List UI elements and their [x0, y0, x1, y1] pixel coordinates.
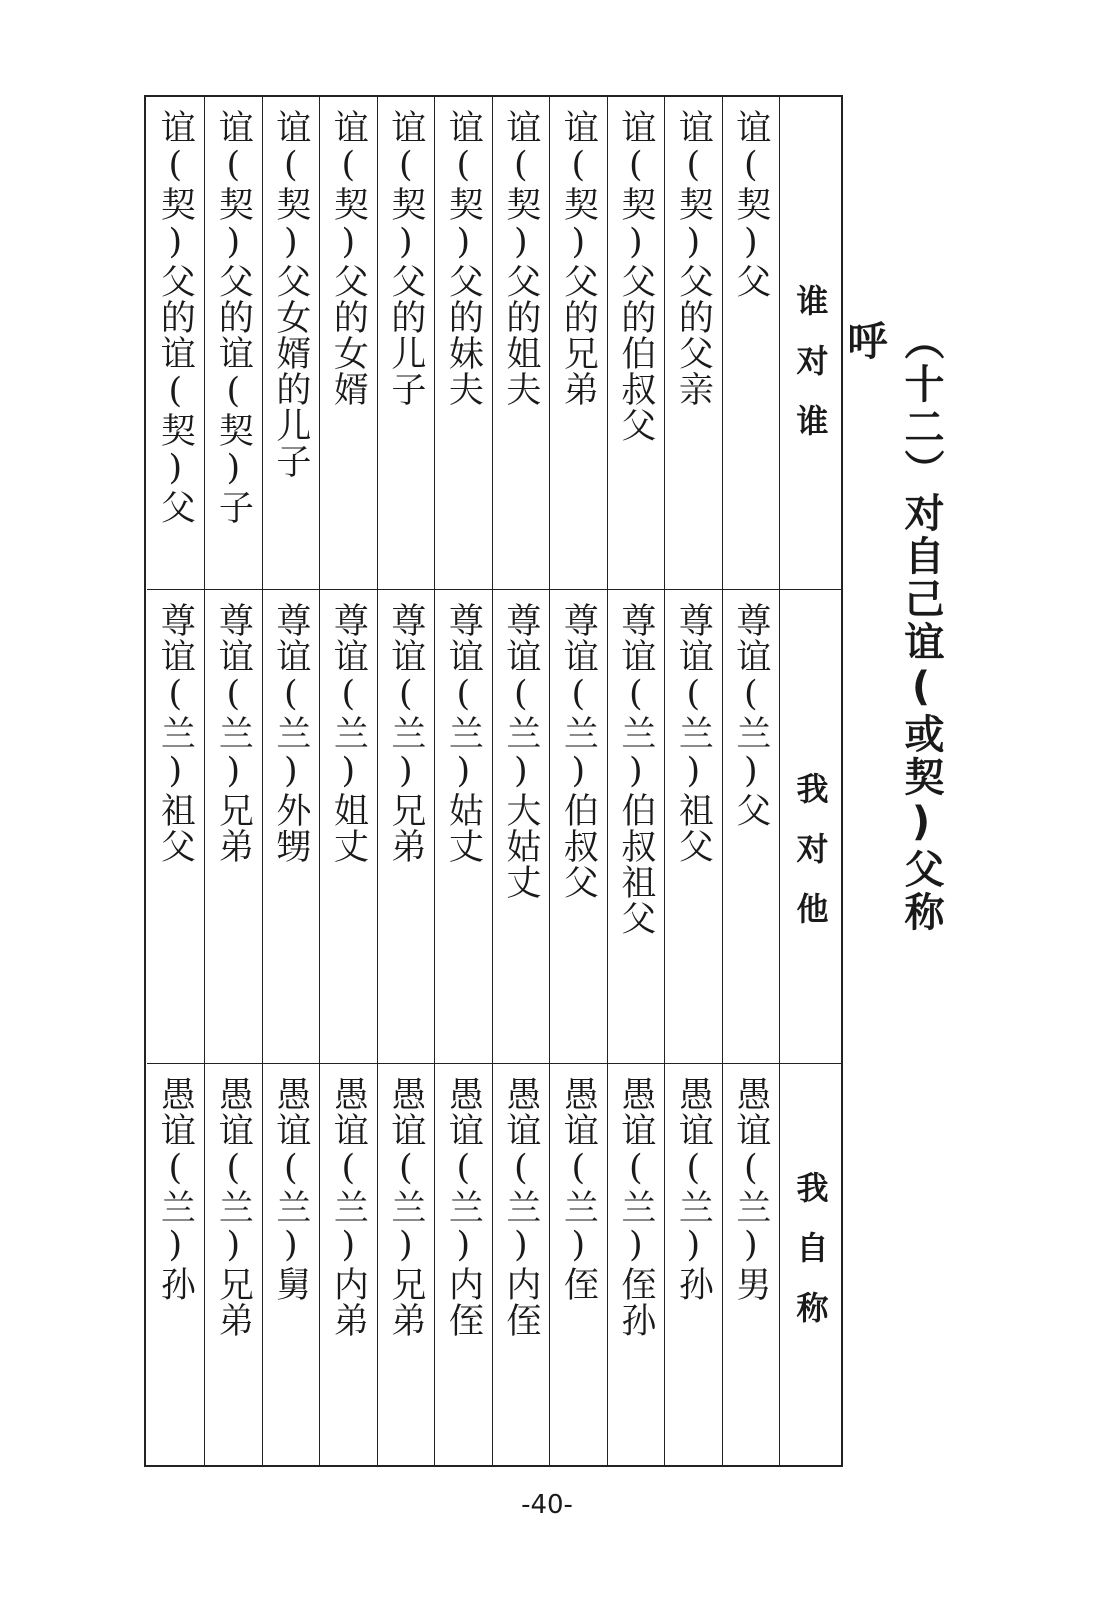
relation-cell: 谊(契)父	[730, 109, 771, 299]
self-title-cell: 愚谊(兰)孙	[155, 1076, 196, 1302]
address-cell: 尊谊(兰)大姑丈	[500, 602, 541, 900]
table-row	[147, 97, 205, 1465]
address-cell: 尊谊(兰)兄弟	[213, 602, 254, 864]
self-title-cell: 愚谊(兰)舅	[270, 1076, 311, 1302]
relation-cell: 谊(契)父的兄弟	[558, 109, 599, 407]
address-cell: 尊谊(兰)姐丈	[328, 602, 369, 864]
table-row	[549, 97, 607, 1465]
relation-cell: 谊(契)父女婿的儿子	[270, 109, 311, 479]
table-row	[607, 97, 665, 1465]
address-cell: 尊谊(兰)姑丈	[443, 602, 484, 864]
relation-cell: 谊(契)父的谊(契)子	[213, 109, 254, 525]
header-column	[779, 97, 841, 1465]
table-row	[664, 97, 722, 1465]
self-title-cell: 愚谊(兰)男	[730, 1076, 771, 1302]
table-row	[204, 97, 262, 1465]
table-row	[722, 97, 780, 1465]
header-me-to-him: 我对他	[791, 772, 830, 952]
relation-cell: 谊(契)父的姐夫	[500, 109, 541, 407]
relation-cell: 谊(契)父的女婿	[328, 109, 369, 407]
address-cell: 尊谊(兰)伯叔父	[558, 602, 599, 900]
relation-cell: 谊(契)父的儿子	[385, 109, 426, 407]
address-table	[144, 95, 843, 1467]
address-cell: 尊谊(兰)祖父	[155, 602, 196, 864]
self-title-cell: 愚谊(兰)内侄	[500, 1076, 541, 1338]
table-row	[492, 97, 550, 1465]
self-title-cell: 愚谊(兰)侄孙	[615, 1076, 656, 1338]
relation-cell: 谊(契)父的伯叔父	[615, 109, 656, 443]
self-title-cell: 愚谊(兰)侄	[558, 1076, 599, 1302]
header-self-title: 我自称	[791, 1171, 830, 1351]
table-row	[377, 97, 435, 1465]
header-who-to-whom: 谁对谁	[791, 284, 830, 464]
self-title-cell: 愚谊(兰)兄弟	[213, 1076, 254, 1338]
address-cell: 尊谊(兰)祖父	[673, 602, 714, 864]
relation-cell: 谊(契)父的谊(契)父	[155, 109, 196, 525]
relation-cell: 谊(契)父的父亲	[673, 109, 714, 407]
page-number: -40-	[521, 1490, 573, 1520]
self-title-cell: 愚谊(兰)内侄	[443, 1076, 484, 1338]
relation-cell: 谊(契)父的妹夫	[443, 109, 484, 407]
page-title: （十二）对自己谊(或契)父称呼	[841, 320, 944, 934]
address-cell: 尊谊(兰)父	[730, 602, 771, 828]
table-row	[319, 97, 377, 1465]
address-cell: 尊谊(兰)外甥	[270, 602, 311, 864]
self-title-cell: 愚谊(兰)兄弟	[385, 1076, 426, 1338]
table-row	[262, 97, 320, 1465]
address-cell: 尊谊(兰)兄弟	[385, 602, 426, 864]
address-cell: 尊谊(兰)伯叔祖父	[615, 602, 656, 936]
table-row	[434, 97, 492, 1465]
self-title-cell: 愚谊(兰)孙	[673, 1076, 714, 1302]
self-title-cell: 愚谊(兰)内弟	[328, 1076, 369, 1338]
